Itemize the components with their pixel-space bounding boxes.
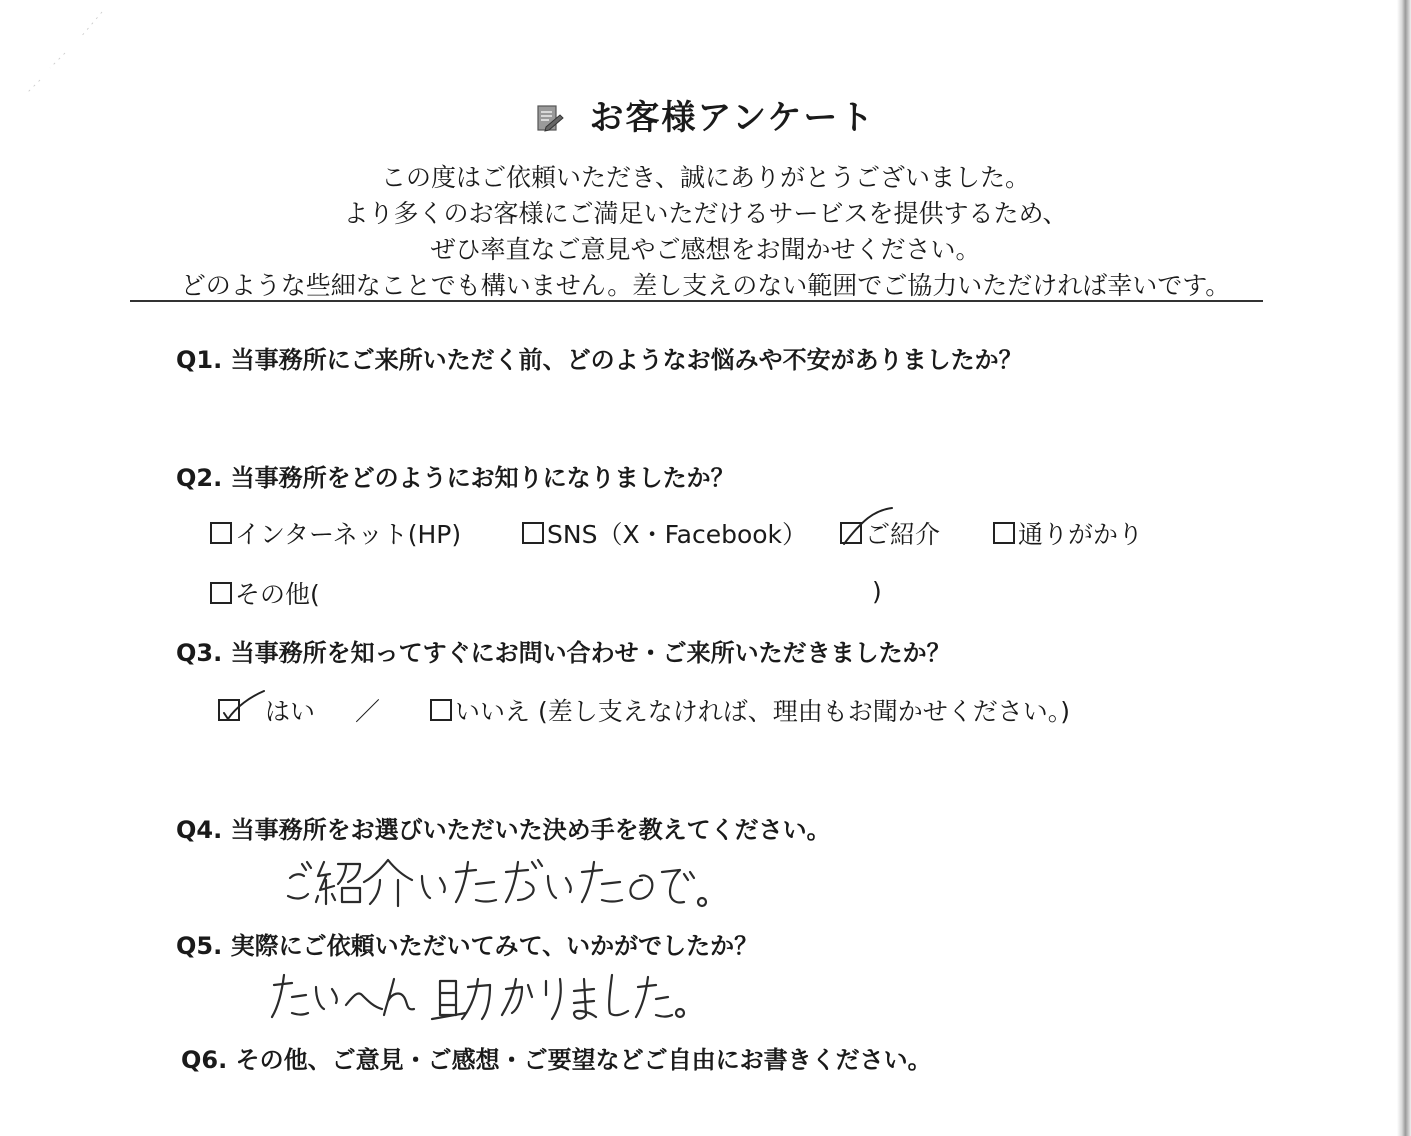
q4-handwritten-answer <box>280 850 720 910</box>
intro-line-1: この度はご依頼いただき、誠にありがとうございました。 <box>380 163 1030 192</box>
q5-label: Q5. 実際にご依頼いただいてみて、いかがでしたか？ <box>176 932 759 960</box>
intro-line-3: ぜひ率直なご意見やご感想をお聞かせください。 <box>430 235 981 264</box>
q4-label: Q4. 当事務所をお選びいただいた決め手を教えてください。 <box>176 816 831 844</box>
page-title <box>0 90 1411 144</box>
checkbox-other[interactable] <box>210 582 232 604</box>
q2-option-internet[interactable] <box>210 515 461 551</box>
q5-handwritten-answer <box>270 965 710 1027</box>
checkbox-referral[interactable] <box>840 522 862 544</box>
q3-option-no[interactable] <box>430 692 1070 728</box>
checkbox-walkby[interactable] <box>993 522 1015 544</box>
checkbox-internet[interactable] <box>210 522 232 544</box>
q2-option-other[interactable] <box>210 575 320 611</box>
q3-separator: ／ <box>355 697 381 726</box>
option-yes-label: はい <box>265 697 316 726</box>
option-sns-label: SNS（X・Facebook） <box>547 520 808 549</box>
other-close-paren: ) <box>872 577 882 606</box>
checkbox-no[interactable] <box>430 699 452 721</box>
q1-label: Q1. 当事務所にご来所いただく前、どのようなお悩みや不安がありましたか？ <box>176 346 1023 374</box>
option-no-label: いいえ (差し支えなければ、理由もお聞かせください。) <box>455 697 1070 726</box>
divider <box>130 300 1263 302</box>
intro-line-2: より多くのお客様にご満足いただけるサービスを提供するため、 <box>343 199 1068 228</box>
scan-speck <box>10 8 110 98</box>
q3-label: Q3. 当事務所を知ってすぐにお問い合わせ・ご来所いただきましたか？ <box>176 639 951 667</box>
option-referral-label: ご紹介 <box>865 520 941 549</box>
option-walkby-label: 通りがかり <box>1018 520 1144 549</box>
memo-pencil-icon <box>536 103 566 144</box>
q2-option-sns[interactable] <box>522 515 807 551</box>
checkbox-sns[interactable] <box>522 522 544 544</box>
option-internet-label: インターネット(HP) <box>235 520 462 549</box>
checkmark-icon <box>838 506 900 548</box>
q3-option-yes[interactable] <box>218 692 315 728</box>
checkmark-icon <box>216 683 278 725</box>
q2-option-walkby[interactable] <box>993 515 1143 551</box>
option-other-label: その他( <box>235 580 320 609</box>
intro-line-4: どのような些細なことでも構いません。差し支えのない範囲でご協力いただければ幸いです。 <box>180 271 1231 300</box>
q6-label: Q6. その他、ご意見・ご感想・ご要望などご自由にお書きください。 <box>181 1046 932 1074</box>
q2-label: Q2. 当事務所をどのようにお知りになりましたか？ <box>176 464 735 492</box>
intro-message <box>0 160 1411 304</box>
checkbox-yes[interactable] <box>218 699 240 721</box>
page-title-text: お客様アンケート <box>589 98 876 138</box>
q2-option-referral[interactable] <box>840 515 940 551</box>
